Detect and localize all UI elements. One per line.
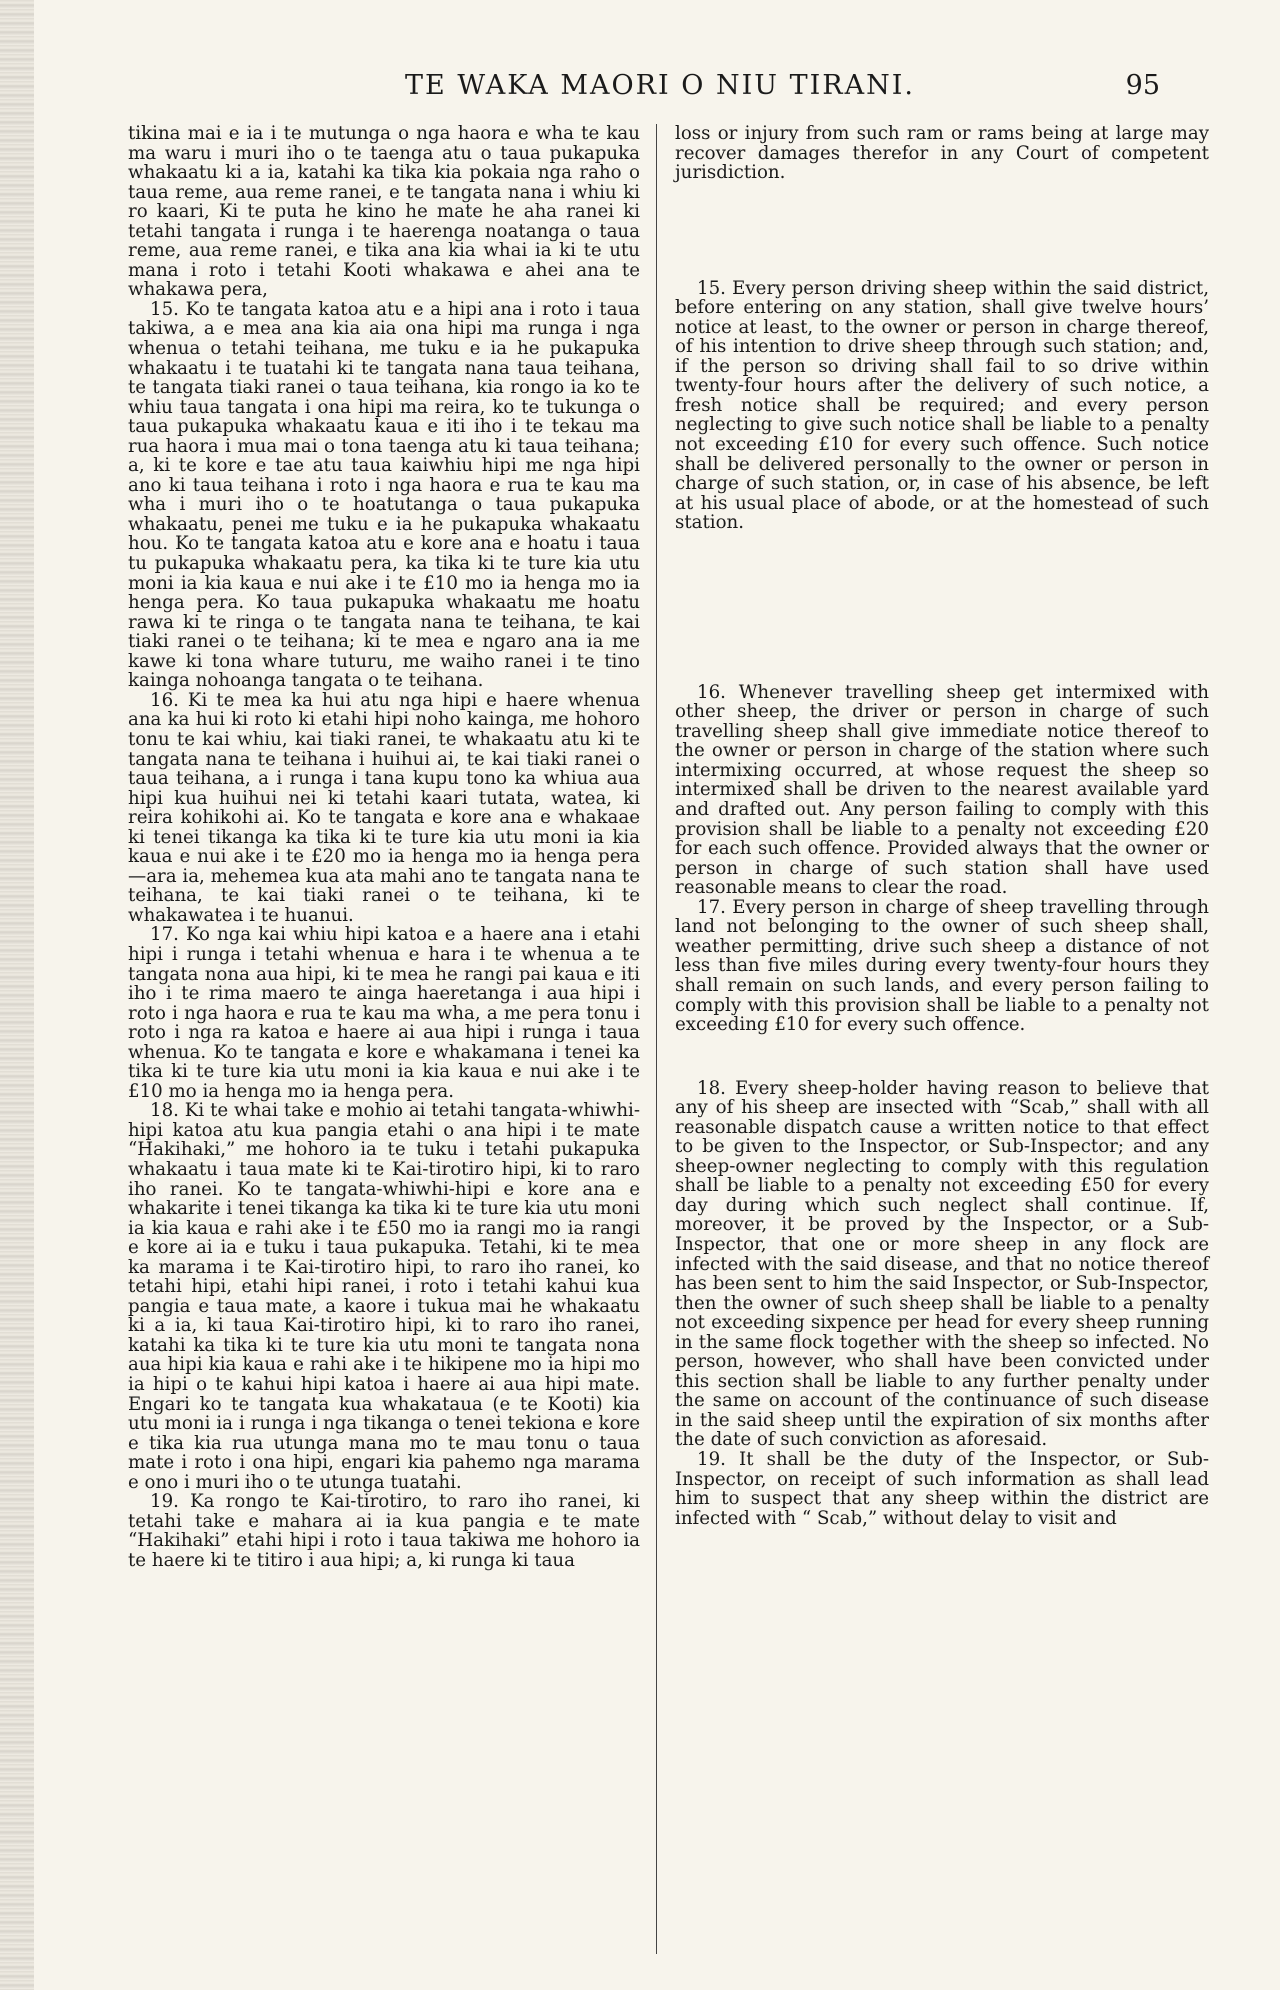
maori-section-17: 17. Ko nga kai whiu hipi katoa e a haere ana i etahi hipi i runga i tetahi whenua e hara i te whenua a te tangata nona aua hipi, ki te mea he rangi pai kaua e iti iho i te rima maero te ainga haeretanga i aua hipi i roto i nga haora e rua te kau ma wha, a me pera tonu i roto i nga ra katoa e haere ai aua hipi i runga i taua whenua. Ko te tangata e kore e whakamana i tenei ka tika ki te ture kia utu moni ia kia kaua e nui ake i te £10 mo ia henga mo ia henga pera. <box>128 924 640 1102</box>
english-intro-paragraph: loss or injury from such ram or rams being at large may recover damages therefor in any Court of competent jurisdiction. <box>675 123 1209 184</box>
scan-binding-edge <box>0 0 34 1990</box>
english-section-17: 17. Every person in charge of sheep travelling through land not belonging to the owner of such sheep shall, weather permitting, drive such sheep a distance of not less than five miles during every twenty-four hours they shall remain on such lands, and every person failing to comply with this provision shall be liable to a penalty not exceeding £10 for every such offence. <box>675 896 1209 1036</box>
maori-section-16: 16. Ki te mea ka hui atu nga hipi e haere whenua ana ka hui ki roto ki etahi hipi noho kainga, me hohoro tonu te kai whiu, kai tiaki ranei, te whakaatu atu ki te tangata nana te teihana i huihui ai, te kai tiaki ranei o taua teihana, a i runga i tana kupu tono ka whiua aua hipi kua huihui nei ki tetahi kaari tutata, watea, ki reira kohikohi ai. Ko te tangata e kore ana e whakaae ki tenei tikanga ka tika ki te ture kia utu moni ia kia kaua e nui ake i te £20 mo ia henga mo ia henga pera—ara ia, mehemea kua ata mahi ano te tangata nana te teihana, te kai tiaki ranei o te teihana, ki te whakawatea i te huanui. <box>128 689 640 926</box>
maori-section-18: 18. Ki te whai take e mohio ai tetahi tangata-whiwhi-hipi katoa atu kua pangia etahi o ana hipi i te mate “Hakihaki,” me hohoro ia te tuku i tetahi pukapuka whakaatu i taua mate ki te Kai-tirotiro hipi, ki to raro iho ranei. Ko te tangata-whiwhi-hipi e kore ana e whakarite i tenei tikanga ka tika ki te ture kia utu moni ia kia kaua e rahi ake i te £50 mo ia rangi mo ia rangi e kore ai ia e tuku i taua pukapuka. Tetahi, ki te mea ka marama i te Kai-tirotiro hipi, to raro iho ranei, ko tetahi hipi, etahi hipi ranei, i roto i tetahi kahui kua pangia e taua mate, a kaore i tukua mai he whakaatu ki a ia, ki taua Kai-tirotiro hipi, ki to raro iho ranei, katahi ka tika ki te ture kia utu moni te tangata nona aua hipi kia kaua e rahi ake i te hikipene mo ia hipi mo ia hipi o te kahui hipi katoa i haere ai aua hipi mate. Engari ko te tangata kua whakataua (e te Kooti) kia utu moni ia i runga i nga tikanga o tenei tekiona e kore e tika kia rua utunga mana mo te mau tonu o taua mate i roto i ona hipi, engari kia pahemo nga marama e ono i muri iho o te utunga tuatahi. <box>128 1100 640 1493</box>
maori-column <box>128 124 640 1954</box>
maori-section-15: 15. Ko te tangata katoa atu e a hipi ana i roto i taua takiwa, a e mea ana kia aia ona hipi ma runga i nga whenua o tetahi teihana, me tuku e ia he pukapuka whakaatu i te tuatahi ki te tangata nana taua teihana, te tangata tiaki ranei o taua teihana, kia rongo ia ko te whiu taua tangata i ona hipi ma reira, ko te tukunga o taua pukapuka whakaatu kaua e iti iho i te tekau ma rua haora i mua mai o tona taenga atu ki taua teihana; a, ki te kore e tae atu taua kaiwhiu hipi me nga hipi ano ki taua teihana i roto i nga haora e rua te kau ma wha i muri iho o te hoatutanga o taua pukapuka whakaatu, penei me tuku e ia he pukapuka whakaatu hou. Ko te tangata katoa atu e kore ana e hoatu i taua tu pukapuka whakaatu pera, ka tika ki te ture kia utu moni ia kia kaua e nui ake i te £10 mo ia henga mo ia henga pera. Ko taua pukapuka whakaatu me hoatu rawa ki te ringa o te tangata nana te teihana, te kai tiaki ranei o te teihana; ki te mea e ngaro ana ia me kawe ki tona whare tuturu, me waiho ranei i te tino kainga nohoanga tangata o te teihana. <box>128 298 640 692</box>
english-section-16: 16. Whenever travelling sheep get intermixed with other sheep, the driver or person in charge of such travelling sheep shall give immediate notice thereof to the owner or person in charge of the station where such intermixing occurred, at whose request the sheep so intermixed shall be driven to the nearest available yard and drafted out. Any person failing to comply with this provision shall be liable to a penalty not exceeding £20 for each such offence. Provided always that the owner or person in charge of such station shall have used reasonable means to clear the road. <box>675 681 1209 899</box>
english-section-19: 19. It shall be the duty of the Inspector, or Sub-Inspector, on receipt of such information as shall lead him to suspect that any sheep within the district are infected with “ Scab,” without delay to visit and <box>675 1448 1209 1529</box>
column-divider <box>656 124 657 1954</box>
maori-section-19: 19. Ka rongo te Kai-tirotiro, to raro iho ranei, ki tetahi take e mahara ai ia kua pangia e te mate “Hakihaki” etahi hipi i roto i taua takiwa me hohoro ia te haere ki te titiro i aua hipi; a, ki runga ki taua <box>128 1491 640 1571</box>
page-number: 95 <box>1125 70 1160 101</box>
english-column <box>675 124 1209 1954</box>
running-title: TE WAKA MAORI O NIU TIRANI. <box>405 70 915 101</box>
maori-intro-paragraph: tikina mai e ia i te mutunga o nga haora e wha te kau ma waru i muri iho o te taenga atu o taua pukapuka whakaatu ki a ia, katahi ka tika kia pokaia nga raho o taua reme, aua reme ranei, e te tangata nana i whiu ki ro kaari, Ki te puta he kino he mate he aha ranei ki tetahi tangata i runga i te haerenga noatanga o taua reme, aua reme ranei, e tika ana kia whai ia ki te utu mana i roto i tetahi Kooti whakawa e ahei ana te whakawa pera, <box>128 123 640 301</box>
page-header <box>120 70 1200 106</box>
english-section-18: 18. Every sheep-holder having reason to believe that any of his sheep are insected with “Scab,” shall with all reasonable dispatch cause a written notice to that effect to be given to the Inspector, or Sub-Inspector; and any sheep-owner neglecting to comply with this regulation shall be liable to a penalty not exceeding £50 for every day during which such neglect shall continue. If, moreover, it be proved by the Inspector, or a Sub-Inspector, that one or more sheep in any flock are infected with the said disease, and that no notice thereof has been sent to him the said Inspector, or Sub-Inspector, then the owner of such sheep shall be liable to a penalty not exceeding sixpence per head for every sheep running in the same flock together with the sheep so infected. No person, however, who shall have been convicted under this section shall be liable to any further penalty under the same on account of the continuance of such disease in the said sheep until the expiration of six months after the date of such conviction as aforesaid. <box>675 1077 1209 1451</box>
english-section-15: 15. Every person driving sheep within the said district, before entering on any station, shall give twelve hours’ notice at least, to the owner or person in charge thereof, of his intention to drive sheep through such station; and, if the person so driving shall fail to so drive within twenty-four hours after the delivery of such notice, a fresh notice shall be required; and every person neglecting to give such notice shall be liable to a penalty not exceeding £10 for every such offence. Such notice shall be delivered personally to the owner or person in charge of such station, or, in case of his absence, be left at his usual place of abode, or at the homestead of such station. <box>675 277 1209 534</box>
text-columns <box>128 124 1214 1954</box>
